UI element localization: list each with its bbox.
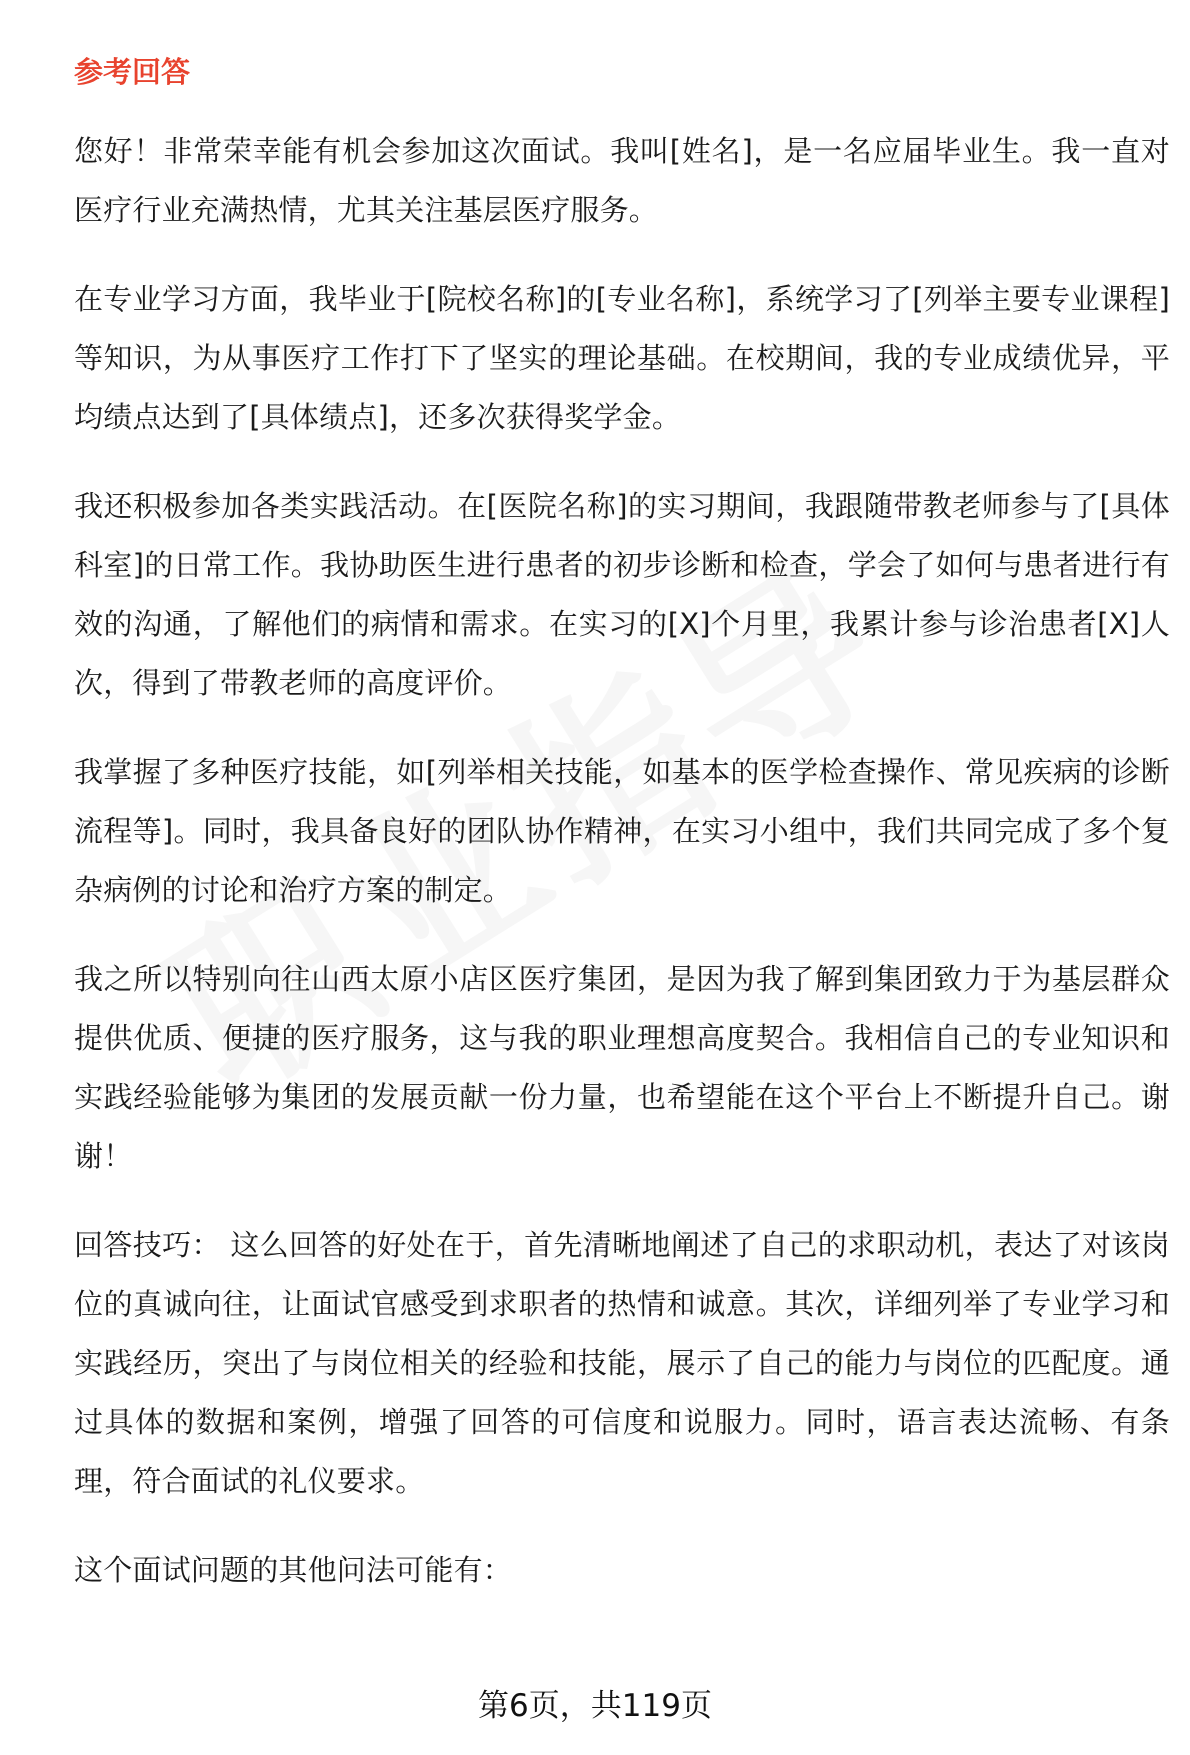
paragraph-other-questions: 这个面试问题的其他问法可能有： <box>74 1553 513 1587</box>
paragraph-practice: 我还积极参加各类实践活动。在[医院名称]的实习期间，我跟随带教老师参与了[具体科室]的日常工作。我协助医生进行患者的初步诊断和检查，学会了如何与患者进行有效的沟通，了解他们的病情和需求。在实习的[X]个月里，我累计参与诊治患者[X]人次，得到了带教老师的高度评价。 <box>74 489 1170 700</box>
page-content <box>74 48 1170 1630</box>
paragraph-answer-tips: 回答技巧： 这么回答的好处在于，首先清晰地阐述了自己的求职动机，表达了对该岗位的真诚向往，让面试官感受到求职者的热情和诚意。其次，详细列举了专业学习和实践经历，突出了与岗位相关的经验和技能，展示了自己的能力与岗位的匹配度。通过具体的数据和案例，增强了回答的可信度和说服力。同时，语言表达流畅、有条理，符合面试的礼仪要求。 <box>74 1228 1170 1498</box>
paragraph-intro: 您好！非常荣幸能有机会参加这次面试。我叫[姓名]，是一名应届毕业生。我一直对医疗行业充满热情，尤其关注基层医疗服务。 <box>74 134 1170 227</box>
paragraph-motivation: 我之所以特别向往山西太原小店区医疗集团，是因为我了解到集团致力于为基层群众提供优质、便捷的医疗服务，这与我的职业理想高度契合。我相信自己的专业知识和实践经验能够为集团的发展贡献一份力量，也希望能在这个平台上不断提升自己。谢谢！ <box>74 962 1170 1173</box>
paragraph-skills: 我掌握了多种医疗技能，如[列举相关技能，如基本的医学检查操作、常见疾病的诊断流程等]。同时，我具备良好的团队协作精神，在实习小组中，我们共同完成了多个复杂病例的讨论和治疗方案的制定。 <box>74 755 1170 907</box>
paragraph-education: 在专业学习方面，我毕业于[院校名称]的[专业名称]，系统学习了[列举主要专业课程]等知识，为从事医疗工作打下了坚实的理论基础。在校期间，我的专业成绩优异，平均绩点达到了[具体绩点]，还多次获得奖学金。 <box>74 282 1170 434</box>
page-number-footer: 第6页，共119页 <box>478 1688 712 1724</box>
section-heading: 参考回答 <box>74 55 191 89</box>
